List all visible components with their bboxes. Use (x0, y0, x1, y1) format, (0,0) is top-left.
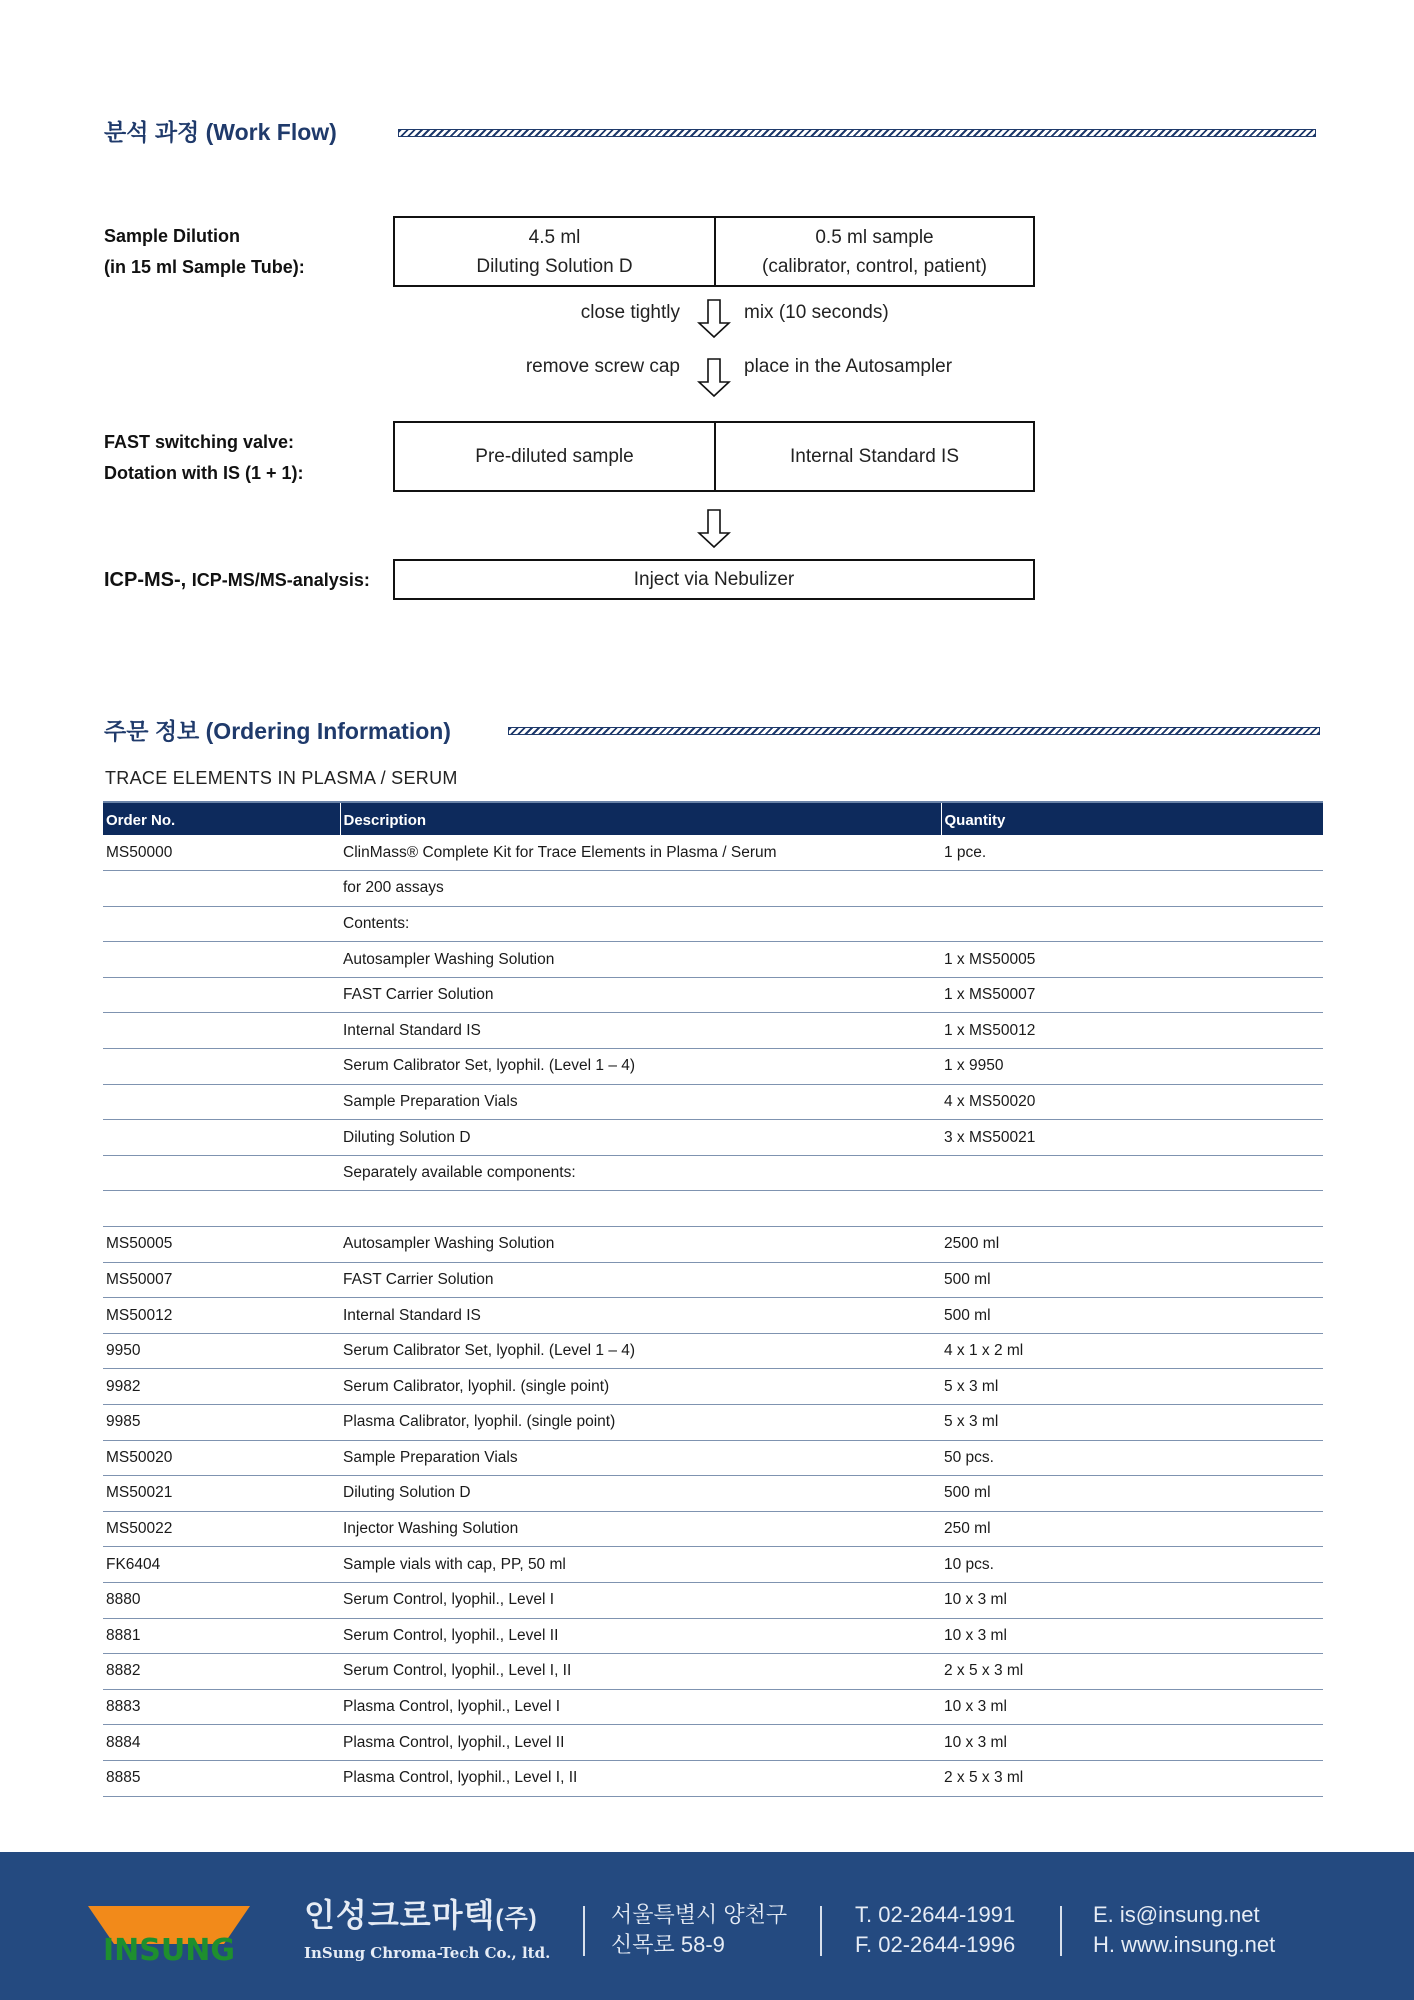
quantity-cell (941, 1191, 1323, 1227)
table-row (103, 1760, 1323, 1796)
sample-dilution-label-line2: (in 15 ml Sample Tube): (104, 257, 305, 277)
quantity-cell: 5 x 3 ml (941, 1369, 1323, 1405)
column-header-quantity: Quantity (941, 802, 1323, 835)
table-row (103, 1298, 1323, 1334)
description-cell: Serum Control, lyophil., Level I, II (340, 1654, 941, 1690)
footer-bar (0, 1852, 1414, 2000)
description-cell: for 200 assays (340, 871, 941, 907)
order-number-cell (103, 906, 340, 942)
ordering-title: 주문 정보 (Ordering Information) (104, 718, 451, 744)
order-number-cell (103, 1084, 340, 1120)
diluting-solution-name: Diluting Solution D (476, 255, 633, 277)
down-arrow-icon (697, 299, 731, 339)
switching-valve-label-line1: FAST switching valve: (104, 432, 295, 452)
order-number-cell: MS50012 (103, 1298, 340, 1334)
table-row (103, 1191, 1323, 1227)
quantity-cell: 4 x MS50020 (941, 1084, 1323, 1120)
table-row (103, 1654, 1323, 1690)
order-number-cell: 8883 (103, 1689, 340, 1725)
quantity-cell: 10 x 3 ml (941, 1725, 1323, 1761)
order-number-cell (103, 871, 340, 907)
quantity-cell: 10 x 3 ml (941, 1618, 1323, 1654)
description-cell: Internal Standard IS (340, 1013, 941, 1049)
quantity-cell: 1 x MS50007 (941, 977, 1323, 1013)
table-row (103, 1725, 1323, 1761)
table-row (103, 1476, 1323, 1512)
table-row (103, 1120, 1323, 1156)
order-number-cell (103, 1191, 340, 1227)
quantity-cell (941, 1155, 1323, 1191)
table-row (103, 871, 1323, 907)
quantity-cell: 5 x 3 ml (941, 1405, 1323, 1441)
quantity-cell (941, 906, 1323, 942)
order-number-cell: FK6404 (103, 1547, 340, 1583)
table-row (103, 1440, 1323, 1476)
quantity-cell: 500 ml (941, 1298, 1323, 1334)
dotation-box (393, 421, 1035, 492)
down-arrow-icon (697, 509, 731, 549)
sample-dilution-box (393, 216, 1035, 287)
order-number-cell (103, 1155, 340, 1191)
logo-text: INSUNG (103, 1933, 235, 1964)
description-cell: Serum Control, lyophil., Level II (340, 1618, 941, 1654)
icp-ms-label-a: ICP-MS-, (104, 569, 192, 591)
footer-divider (1060, 1906, 1062, 1956)
quantity-cell: 500 ml (941, 1476, 1323, 1512)
fax-number: F. 02-2644-1996 (855, 1932, 1016, 1957)
order-number-cell: MS50022 (103, 1511, 340, 1547)
description-cell: Serum Calibrator Set, lyophil. (Level 1 – 4) (340, 1333, 941, 1369)
quantity-cell: 3 x MS50021 (941, 1120, 1323, 1156)
quantity-cell: 10 x 3 ml (941, 1689, 1323, 1725)
switching-valve-label-line2: Dotation with IS (1 + 1): (104, 463, 304, 483)
sample-dilution-label-line1: Sample Dilution (104, 226, 241, 246)
workflow-title-divider (398, 129, 1316, 137)
footer-divider (820, 1906, 822, 1956)
description-cell: Injector Washing Solution (340, 1511, 941, 1547)
order-number-cell: 9982 (103, 1369, 340, 1405)
quantity-cell: 1 x MS50012 (941, 1013, 1323, 1049)
quantity-cell: 500 ml (941, 1262, 1323, 1298)
footer-divider (583, 1906, 585, 1956)
ordering-table-body (103, 835, 1323, 1796)
table-row (103, 1013, 1323, 1049)
order-number-cell (103, 942, 340, 978)
sample-volume: 0.5 ml sample (815, 226, 934, 248)
quantity-cell: 1 x MS50005 (941, 942, 1323, 978)
column-header-order-no: Order No. (103, 802, 340, 835)
description-cell (340, 1191, 941, 1227)
sample-types: (calibrator, control, patient) (762, 255, 987, 277)
description-cell: Serum Calibrator Set, lyophil. (Level 1 – 4) (340, 1049, 941, 1085)
quantity-cell: 2 x 5 x 3 ml (941, 1760, 1323, 1796)
workflow-title: 분석 과정 (Work Flow) (104, 119, 337, 145)
company-name-korean-main: 인성크로마텍 (304, 1897, 496, 1933)
description-cell: Contents: (340, 906, 941, 942)
mix-text: mix (10 seconds) (744, 302, 889, 323)
table-row (103, 1405, 1323, 1441)
description-cell: Plasma Calibrator, lyophil. (single point) (340, 1405, 941, 1441)
contact-web (1093, 1900, 1275, 1960)
table-row (103, 1511, 1323, 1547)
description-cell: Sample Preparation Vials (340, 1084, 941, 1120)
description-cell: Plasma Control, lyophil., Level II (340, 1725, 941, 1761)
phone-fax (855, 1900, 1015, 1960)
table-row (103, 1582, 1323, 1618)
order-number-cell: MS50000 (103, 835, 340, 871)
table-row (103, 1262, 1323, 1298)
order-number-cell: 8884 (103, 1725, 340, 1761)
diluting-solution-cell (395, 218, 714, 285)
order-number-cell: 8881 (103, 1618, 340, 1654)
company-name-korean-suffix: (주) (495, 1905, 538, 1932)
order-number-cell: MS50021 (103, 1476, 340, 1512)
description-cell: Serum Control, lyophil., Level I (340, 1582, 941, 1618)
quantity-cell: 1 pce. (941, 835, 1323, 871)
description-cell: Diluting Solution D (340, 1476, 941, 1512)
description-cell: FAST Carrier Solution (340, 977, 941, 1013)
quantity-cell: 4 x 1 x 2 ml (941, 1333, 1323, 1369)
nebulizer-cell: Inject via Nebulizer (633, 569, 795, 590)
order-number-cell: 9985 (103, 1405, 340, 1441)
order-number-cell: 9950 (103, 1333, 340, 1369)
diluting-volume: 4.5 ml (528, 226, 581, 248)
quantity-cell (941, 871, 1323, 907)
order-number-cell: MS50005 (103, 1227, 340, 1263)
order-number-cell: 8882 (103, 1654, 340, 1690)
down-arrow-icon (697, 358, 731, 398)
table-row (103, 835, 1323, 871)
table-row (103, 1155, 1323, 1191)
order-number-cell: MS50007 (103, 1262, 340, 1298)
table-row (103, 1547, 1323, 1583)
description-cell: Autosampler Washing Solution (340, 942, 941, 978)
table-row (103, 1227, 1323, 1263)
table-row (103, 1618, 1323, 1654)
description-cell: Serum Calibrator, lyophil. (single point) (340, 1369, 941, 1405)
homepage-link[interactable]: H. www.insung.net (1093, 1932, 1276, 1957)
company-name-korean (304, 1890, 538, 1936)
table-row (103, 1049, 1323, 1085)
order-number-cell (103, 1120, 340, 1156)
sample-dilution-label (104, 221, 305, 283)
order-number-cell: MS50020 (103, 1440, 340, 1476)
email-link[interactable]: E. is@insung.net (1093, 1902, 1260, 1927)
order-number-cell: 8885 (103, 1760, 340, 1796)
table-row (103, 1084, 1323, 1120)
product-line-subtitle: TRACE ELEMENTS IN PLASMA / SERUM (105, 768, 458, 788)
address (611, 1900, 787, 1960)
quantity-cell: 250 ml (941, 1511, 1323, 1547)
autosampler-text: place in the Autosampler (744, 356, 953, 377)
description-cell: Diluting Solution D (340, 1120, 941, 1156)
order-number-cell (103, 1049, 340, 1085)
table-row (103, 1369, 1323, 1405)
order-number-cell (103, 977, 340, 1013)
table-row (103, 1689, 1323, 1725)
column-header-description: Description (340, 802, 941, 835)
description-cell: Autosampler Washing Solution (340, 1227, 941, 1263)
insung-logo-icon (88, 1904, 250, 1964)
description-cell: ClinMass® Complete Kit for Trace Elements in Plasma / Serum (340, 835, 941, 871)
address-line1: 서울특별시 양천구 (611, 1902, 788, 1927)
quantity-cell: 2 x 5 x 3 ml (941, 1654, 1323, 1690)
ordering-title-divider (508, 727, 1320, 735)
description-cell: Plasma Control, lyophil., Level I (340, 1689, 941, 1725)
table-row (103, 906, 1323, 942)
close-tightly-text: close tightly (580, 302, 680, 323)
pre-diluted-cell: Pre-diluted sample (475, 446, 634, 467)
address-line2: 신목로 58-9 (611, 1932, 725, 1957)
description-cell: FAST Carrier Solution (340, 1262, 941, 1298)
phone-number: T. 02-2644-1991 (855, 1902, 1016, 1927)
remove-cap-text: remove screw cap (525, 356, 680, 377)
table-header-row (103, 802, 1323, 835)
quantity-cell: 2500 ml (941, 1227, 1323, 1263)
order-number-cell: 8880 (103, 1582, 340, 1618)
icp-ms-label (104, 565, 370, 596)
table-row (103, 977, 1323, 1013)
description-cell: Plasma Control, lyophil., Level I, II (340, 1760, 941, 1796)
sample-cell (714, 218, 1033, 285)
nebulizer-box (393, 559, 1035, 600)
quantity-cell: 10 pcs. (941, 1547, 1323, 1583)
order-number-cell (103, 1013, 340, 1049)
table-row (103, 942, 1323, 978)
quantity-cell: 1 x 9950 (941, 1049, 1323, 1085)
description-cell: Sample vials with cap, PP, 50 ml (340, 1547, 941, 1583)
quantity-cell: 50 pcs. (941, 1440, 1323, 1476)
description-cell: Sample Preparation Vials (340, 1440, 941, 1476)
description-cell: Internal Standard IS (340, 1298, 941, 1334)
internal-standard-cell: Internal Standard IS (714, 423, 1033, 490)
quantity-cell: 10 x 3 ml (941, 1582, 1323, 1618)
company-name-english: InSung Chroma-Tech Co., ltd. (304, 1944, 551, 1962)
table-row (103, 1333, 1323, 1369)
ordering-table (103, 801, 1323, 1797)
description-cell: Separately available components: (340, 1155, 941, 1191)
icp-ms-label-b: ICP-MS/MS-analysis: (191, 570, 370, 590)
switching-valve-label (104, 427, 304, 489)
